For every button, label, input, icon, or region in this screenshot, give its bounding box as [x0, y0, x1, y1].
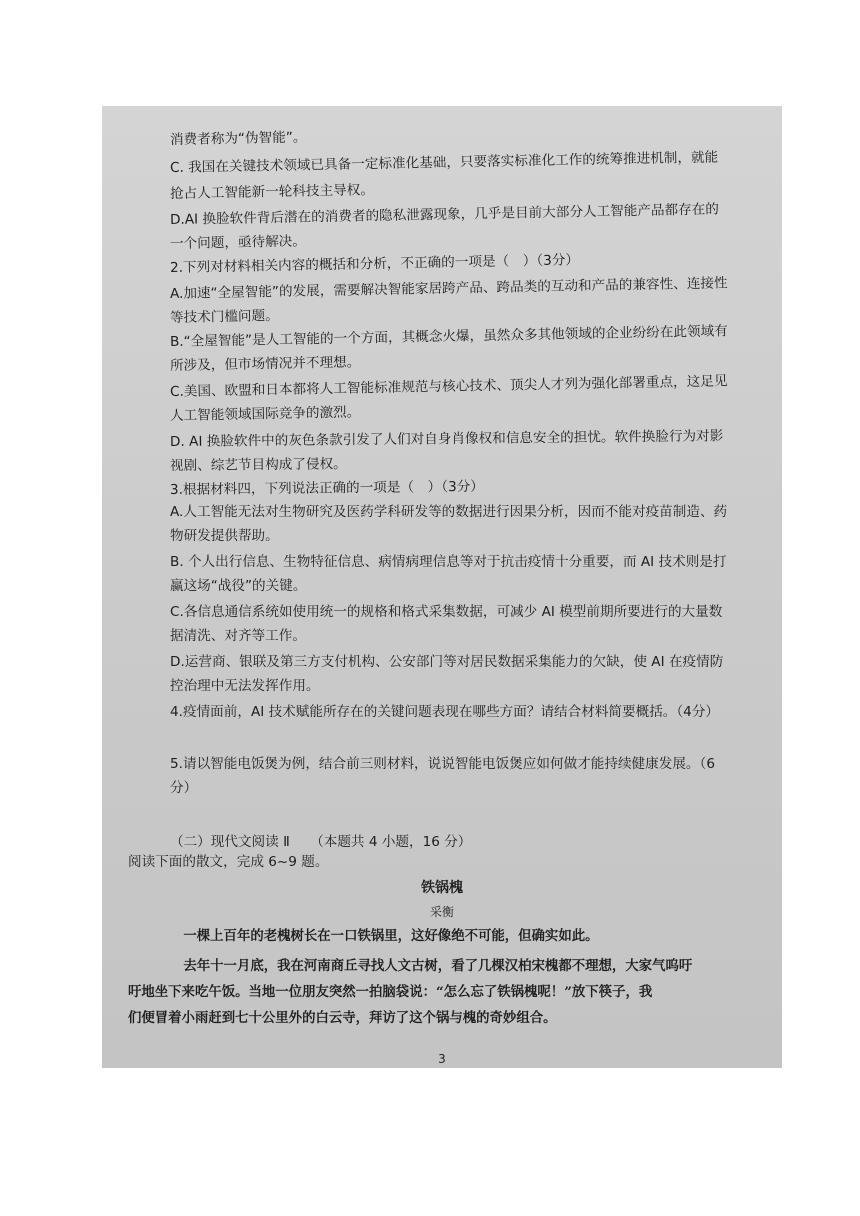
scanned-page-photo: [102, 106, 782, 1068]
text-line: 人工智能领域国际竞争的激烈。: [169, 404, 361, 424]
text-line: 赢这场“战役”的关键。: [170, 578, 307, 594]
question-5: 5.请以智能电饭煲为例，结合前三则材料，说说智能电饭煲应如何做才能持续健康发展。（6: [170, 756, 715, 772]
reading-instruction: 阅读下面的散文，完成 6~9 题。: [128, 854, 329, 870]
text-line: D.AI 换脸软件背后潜在的消费者的隐私泄露现象，几乎是目前大部分人工智能产品都存在的: [169, 201, 720, 228]
text-line: 据清洗、对齐等工作。: [170, 628, 306, 644]
question-2: 2.下列对材料相关内容的概括和分析，不正确的一项是（ ）（3分）: [169, 252, 580, 276]
text-line: 等技术门槛问题。: [169, 307, 279, 326]
text-line: C. 我国在关键技术领域已具备一定标准化基础，只要落实标准化工作的统筹推进机制，就能: [169, 149, 719, 176]
text-line: 所涉及，但市场情况并不理想。: [169, 354, 361, 374]
text-line: 一个问题，亟待解决。: [169, 233, 307, 252]
section-heading: （二）现代文阅读 Ⅱ （本题共 4 小题，16 分）: [170, 834, 472, 850]
essay-paragraph: 去年十一月底，我在河南商丘寻找人文古树，看了几棵汉柏宋槐都不理想，大家气呜吁: [170, 958, 693, 974]
text-line: 消费者称为“伪智能”。: [169, 129, 307, 148]
option-3d: D.运营商、银联及第三方支付机构、公安部门等对居民数据采集能力的欠缺，使 AI 在疫情防: [170, 654, 724, 670]
text-line: 分）: [170, 780, 198, 796]
option-3b: B. 个人出行信息、生物特征信息、病情病理信息等对于抗击疫情十分重要，而 AI 技术则是打: [170, 554, 727, 570]
text-line: 物研发提供帮助。: [170, 528, 279, 544]
text-line: 抢占人工智能新一轮科技主导权。: [169, 182, 375, 202]
essay-paragraph: 们便冒着小雨赶到七十公里外的白云寺，拜访了这个锅与槐的奇妙组合。: [128, 1010, 557, 1026]
question-4: 4.疫情面前，AI 技术赋能所存在的关键问题表现在哪些方面？请结合材料简要概括。（4分）: [170, 704, 720, 720]
essay-author: 采衡: [429, 905, 454, 919]
exam-page: [102, 106, 782, 1068]
option-2a: A.加速“全屋智能”的发展，需要解决智能家居跨产品、跨品类的互动和产品的兼容性、连接性: [169, 275, 728, 302]
text-line: 视剧、综艺节目构成了侵权。: [169, 456, 347, 474]
option-3c: C.各信息通信系统如使用统一的规格和格式采集数据，可减少 AI 模型前期所要进行的大量数: [170, 604, 723, 620]
option-2d: D. AI 换脸软件中的灰色条款引发了人们对自身肖像权和信息安全的担忧。软件换脸行为对影: [169, 428, 724, 450]
essay-paragraph: 一棵上百年的老槐树长在一口铁锅里，这好像绝不可能，但确实如此。: [170, 928, 599, 944]
page-number: 3: [438, 1052, 446, 1066]
essay-paragraph: 吁地坐下来吃午饭。当地一位朋友突然一拍脑袋说：“怎么忘了铁锅槐呢！”放下筷子，我: [128, 984, 653, 1000]
question-3: 3.根据材料四，下列说法正确的一项是（ ）（3分）: [169, 478, 484, 498]
essay-title: 铁锅槐: [421, 880, 463, 896]
option-3a: A.人工智能无法对生物研究及医药学科研发等的数据进行因果分析，因而不能对疫苗制造、药: [170, 504, 728, 520]
option-2c: C.美国、欧盟和日本都将人工智能标准规范与核心技术、顶尖人才列为强化部署重点，这足见: [169, 373, 728, 400]
option-2b: B.“全屋智能”是人工智能的一个方面，其概念火爆，虽然众多其他领域的企业纷纷在此领域有: [169, 323, 728, 350]
text-line: 控治理中无法发挥作用。: [170, 678, 320, 694]
